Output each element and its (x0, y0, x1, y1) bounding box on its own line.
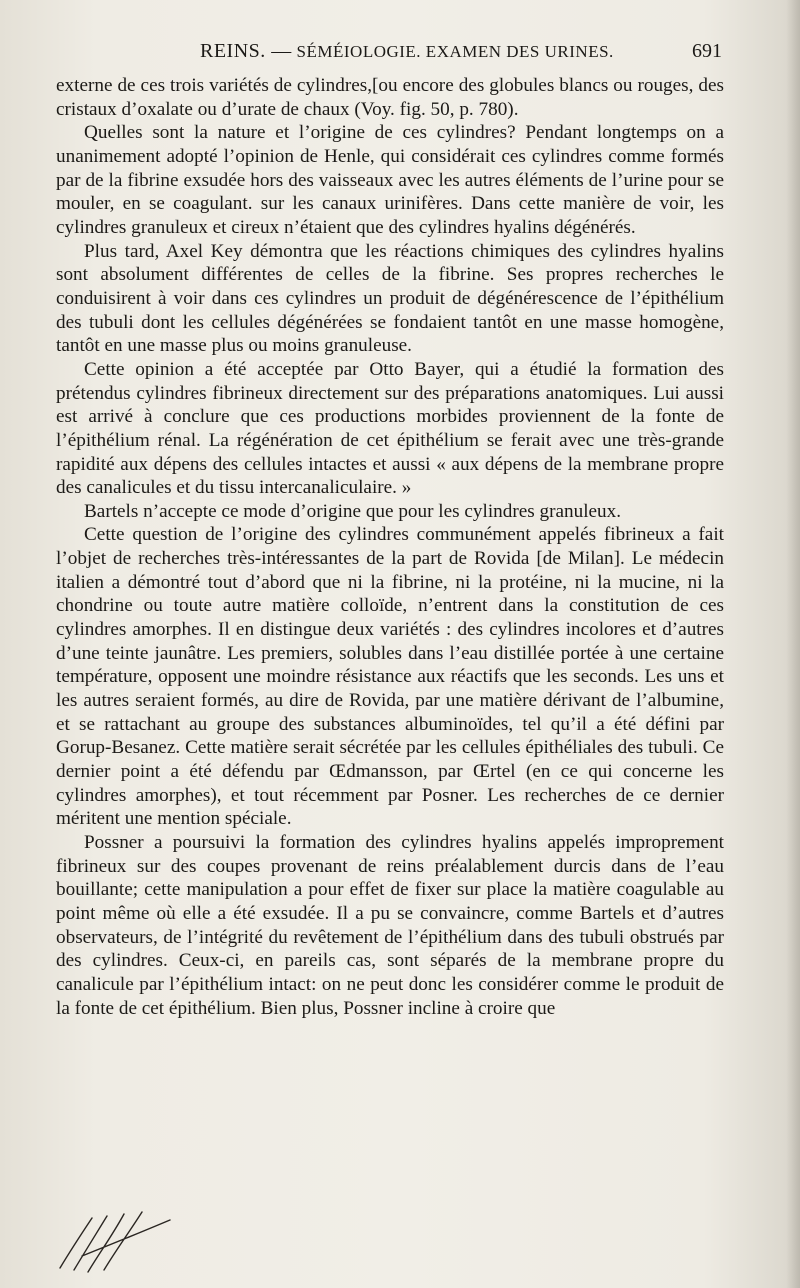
paragraph-3: Plus tard, Axel Key démontra que les réactions chimiques des cylindres hyalins sont absolument différentes de celles de la fibrine. Ses propres recherches le conduisirent à voir dans ces cylindres un produit de dégénérescence de l’épithélium des tubuli dont les cellules dégénérées se fondaient tantôt en une masse homogène, tantôt en une masse plus ou moins granuleuse. (56, 240, 724, 357)
paragraph-4: Cette opinion a été acceptée par Otto Bayer, qui a étudié la formation des prétendus cylindres fibrineux directement sur des préparations anatomiques. Lui aussi est arrivé à conclure que ces productions morbides proviennent de la fonte de l’épithélium rénal. La régénération de cet épithélium se ferait avec une très-grande rapidité aux dépens des cellules intactes et aussi « aux dépens de la membrane propre des canalicules et du tissu intercanaliculaire. » (56, 358, 724, 499)
page-header (200, 40, 722, 66)
running-head (200, 40, 614, 63)
paragraph-1: externe de ces trois variétés de cylindres,[ou encore des globules blancs ou rouges, des cristaux d’oxalate ou d’urate de chaux (Voy. fig. 50, p. 780). (56, 75, 724, 120)
paragraph-5: Bartels n’accepte ce mode d’origine que pour les cylindres granuleux. (84, 500, 622, 522)
body-text (56, 74, 724, 1020)
paragraph-2: Quelles sont la nature et l’origine de ces cylindres? Pendant longtemps on a unanimement adopté l’opinion de Henle, qui considérait ces cylindres comme formés par de la fibrine exsudée hors des vaisseaux avec les autres éléments de l’urine pour se mouler, en se coagulant. sur les canaux urinifères. Dans cette manière de voir, les cylindres granuleux et cireux n’étaient que des cylindres hyalins dégénérés. (56, 122, 724, 238)
paragraph-6: Cette question de l’origine des cylindres communément appelés fibrineux a fait l’objet de recherches très-intéressantes de la part de Rovida [de Milan]. Le médecin italien a démontré tout d’abord que ni la fibrine, ni la protéine, ni la mucine, ni la chondrine ou toute autre matière colloïde, n’entrent dans la constitution de ces cylindres amorphes. Il en distingue deux variétés : des cylindres incolores et d’autres d’une teinte jaunâtre. Les premiers, solubles dans l’eau distillée portée à une certaine température, opposent une moindre résistance aux réactifs que les seconds. Les uns et les autres seraient formés, au dire de Rovida, par une matière dérivant de l’albumine, et se rattachant au groupe des substances albuminoïdes, tel qu’il a été défini par Gorup-Besanez. Cette matière serait sécrétée par les cellules épithéliales des tubuli. Ce dernier point a été défendu par Œdmansson, par Œrtel (en ce qui concerne les cylindres amorphes), et tout récemment par Posner. Les recherches de ce dernier méritent une mention spéciale. (56, 524, 724, 830)
pen-scribble-mark (52, 1198, 182, 1278)
running-head-section: SÉMÉIOLOGIE. EXAMEN DES URINES. (296, 42, 614, 61)
running-head-chapter: REINS. — (200, 40, 292, 62)
page-number: 691 (692, 40, 722, 62)
page-edge-shadow (786, 0, 800, 1288)
paragraph-7: Possner a poursuivi la formation des cylindres hyalins appelés improprement fibrineux sur des coupes provenant de reins préalablement durcis dans de l’eau bouillante; cette manipulation a pour effet de fixer sur place la matière coagulable au point même où elle a été exsudée. Il a pu se convaincre, comme Bartels et d’autres observateurs, de l’intégrité du revêtement de l’épithélium dans des tubuli obstrués par des cylindres. Ceux-ci, en pareils cas, sont séparés de la membrane propre du canalicule par l’épithélium intact: on ne peut donc les considérer comme le produit de la fonte de cet épithélium. Bien plus, Possner incline à croire que (56, 832, 724, 1019)
